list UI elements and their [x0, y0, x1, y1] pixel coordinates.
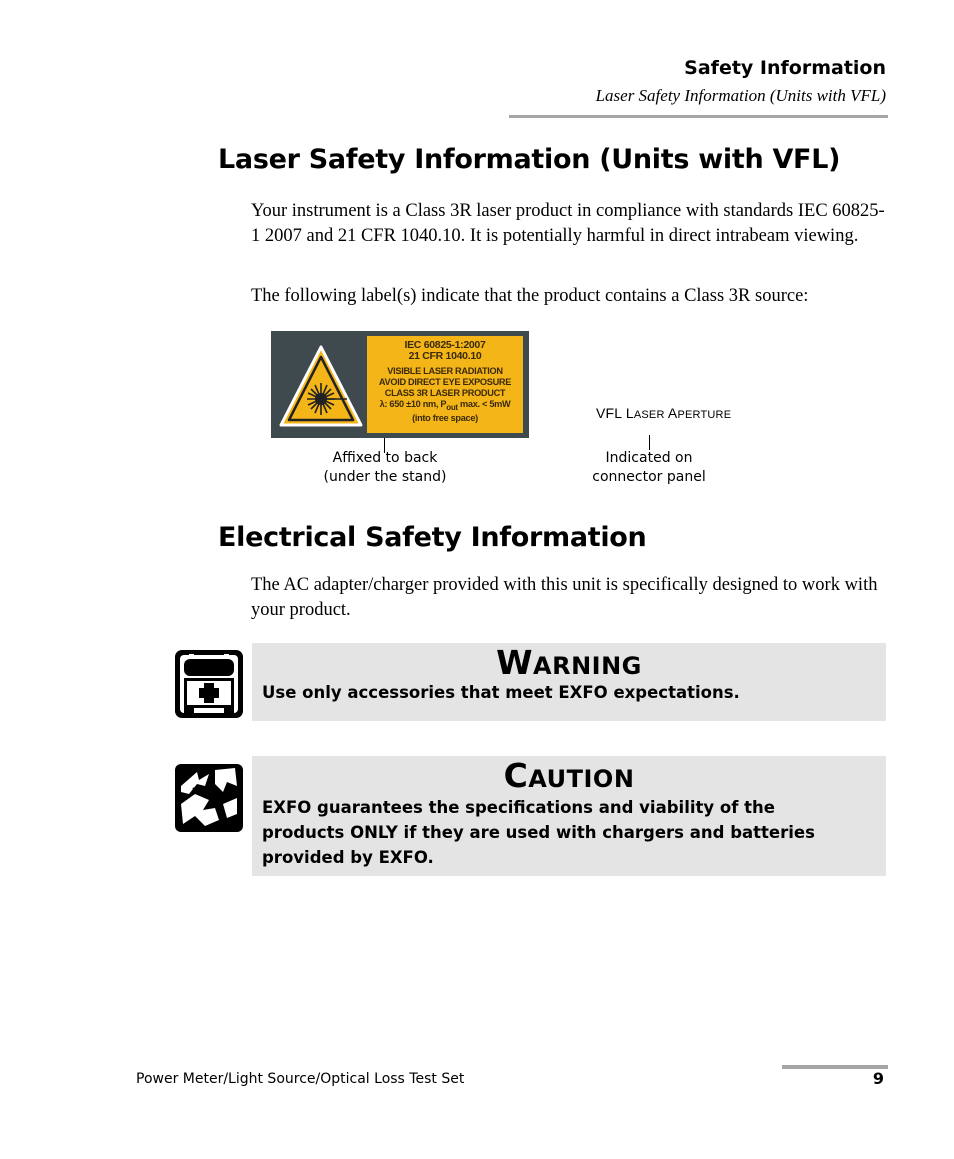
caution-text: EXFO guarantees the specifications and viability of the products ONLY if they are used with chargers and batteries provided by EXFO. [262, 798, 815, 867]
label-standard-cfr: 21 CFR 1040.10 [408, 350, 482, 362]
warning-box [252, 643, 886, 721]
electrical-paragraph: The AC adapter/charger provided with this unit is specifically designed to work with your product. [251, 575, 878, 620]
label-spec: λ: 650 ±10 nm, $P_{out}$ max. < 5mW [379, 399, 511, 412]
label-visible-radiation: VISIBLE LASER RADIATION [387, 366, 503, 376]
label-class-3r: CLASS 3R LASER PRODUCT [384, 388, 506, 398]
label-standard-iec: IEC 60825-1:2007 [404, 339, 486, 351]
caution-box [252, 756, 886, 876]
laser-paragraph-label-intro: The following label(s) indicate that the product contains a Class 3R source: [251, 286, 809, 306]
laser-safety-heading: Laser Safety Information (Units with VFL) [218, 144, 841, 175]
header-subsection: Laser Safety Information (Units with VFL) [595, 86, 886, 105]
warning-title: WARNING [496, 643, 642, 682]
header-section-title: Safety Information [684, 57, 886, 79]
laser-label-text-panel [367, 336, 523, 433]
vfl-callout-line [649, 435, 650, 450]
laser-paragraph-class3r: Your instrument is a Class 3R laser product in compliance with standards IEC 60825-1 2007 and 21 CFR 1040.10. It is potentially harmful in direct intrabeam viewing. [251, 201, 885, 246]
laser-hazard-icon [277, 337, 365, 432]
label-free-space-note: (into free space) [412, 412, 478, 423]
vfl-callout-text: Indicated on connector panel [592, 450, 706, 485]
laser-warning-label [271, 331, 529, 438]
footer-page-number: 9 [872, 1069, 884, 1088]
electrical-safety-heading: Electrical Safety Information [218, 522, 647, 553]
vfl-laser-aperture-label: VFL LASER APERTURE [596, 405, 732, 421]
label-avoid-exposure: AVOID DIRECT EYE EXPOSURE [378, 377, 512, 387]
caution-title: CAUTION [503, 756, 635, 795]
warning-text: Use only accessories that meet EXFO expectations. [262, 683, 740, 702]
broken-device-caution-icon [175, 764, 243, 832]
label-callout-text: Affixed to back (under the stand) [323, 450, 447, 485]
header-divider [509, 115, 888, 118]
ambulance-warning-icon [175, 650, 243, 718]
footer-document-title: Power Meter/Light Source/Optical Loss Test Set [136, 1071, 465, 1087]
